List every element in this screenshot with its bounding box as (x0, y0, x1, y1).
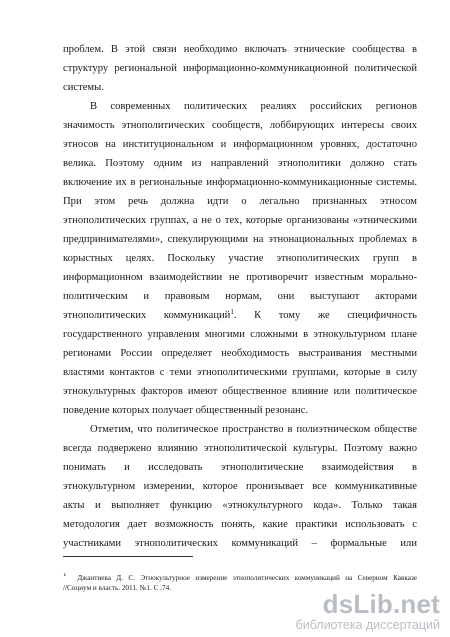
text-line: этносов на институциональном и информационном уровнях, достаточно (63, 139, 417, 150)
text-line: всегда подвержено влиянию этнополитической культуры. Поэтому важно (63, 443, 417, 454)
text-line: велика. Поэтому одним из направлений этнополитики должно стать (63, 158, 417, 169)
text-line: политическим и правовым нормам, они выступают акторами (63, 291, 417, 302)
text-span: . К тому же специфичность (233, 310, 417, 321)
text-line: При этом речь должна идти о легально признанных этносом (63, 196, 417, 207)
footnote-divider (63, 556, 193, 557)
text-line: властями контактов с теми этнополитическими группами, которые в силу (63, 367, 417, 378)
paragraph-start-line: Отметим, что политическое пространство в полиэтническом обществе (90, 424, 417, 435)
text-line: значимость этнополитических сообществ, лоббирующих интересы своих (63, 120, 417, 131)
text-line: структуру региональной информационно-коммуникационной политической (63, 63, 417, 74)
text-line: этнополитических группах, а не о тех, которые организованы «этническими (63, 215, 417, 226)
footnote-text: Джантиева Д. С. Этнокультурное измерение этнополитических коммуникаций на Северном Кавказе (77, 574, 417, 582)
text-line: информационном взаимодействии не противоречит известным морально- (63, 272, 417, 283)
watermark (296, 590, 440, 632)
text-line: этнокультурных факторов имеют общественное влияние или политическое (63, 386, 417, 397)
watermark-logo: dsLib.net (322, 589, 440, 619)
text-line-with-footnote (63, 309, 417, 322)
text-line: понимать и исследовать этнополитические взаимодействия в (63, 462, 417, 473)
footnote-line: //Социум и власть. 2011. №1. С .74. (63, 584, 171, 592)
text-line: проблем. В этой связи необходимо включать этнические сообщества в (63, 44, 417, 55)
text-span: этнополитических коммуникаций (63, 310, 231, 321)
paragraph-start-line: В современных политических реалиях российских регионов (90, 101, 417, 112)
footnote-marker: 1 (63, 573, 67, 578)
text-line: акты и выполняет функцию «этнокультурного кода». Только такая (63, 500, 417, 511)
text-line: предпринимателями», спекулирующими на этнонациональных проблемах в (63, 234, 417, 245)
text-line: этнокультурном измерении, которое пронизывает все коммуникативные (63, 481, 417, 492)
text-line: включение их в региональные информационно-коммуникационные системы. (63, 177, 417, 188)
footnote-line (63, 573, 417, 583)
text-line: системы. (63, 82, 104, 93)
text-line: регионами России определяет необходимость выстраивания местными (63, 348, 417, 359)
text-line: государственного управления многими сложными в этнокультурном плане (63, 329, 417, 340)
text-line: корыстных целях. Поскольку участие этнополитических групп в (63, 253, 417, 264)
text-line: методология дает возможность понять, какие практики использовать с (63, 519, 417, 530)
text-line: участниками этнополитических коммуникаций – формальные или (63, 538, 417, 549)
footnote-reference[interactable]: 1 (230, 309, 234, 316)
text-line: поведение которых получает общественный резонанс. (63, 405, 309, 416)
watermark-subtitle: библиотека диссертаций (295, 618, 440, 632)
